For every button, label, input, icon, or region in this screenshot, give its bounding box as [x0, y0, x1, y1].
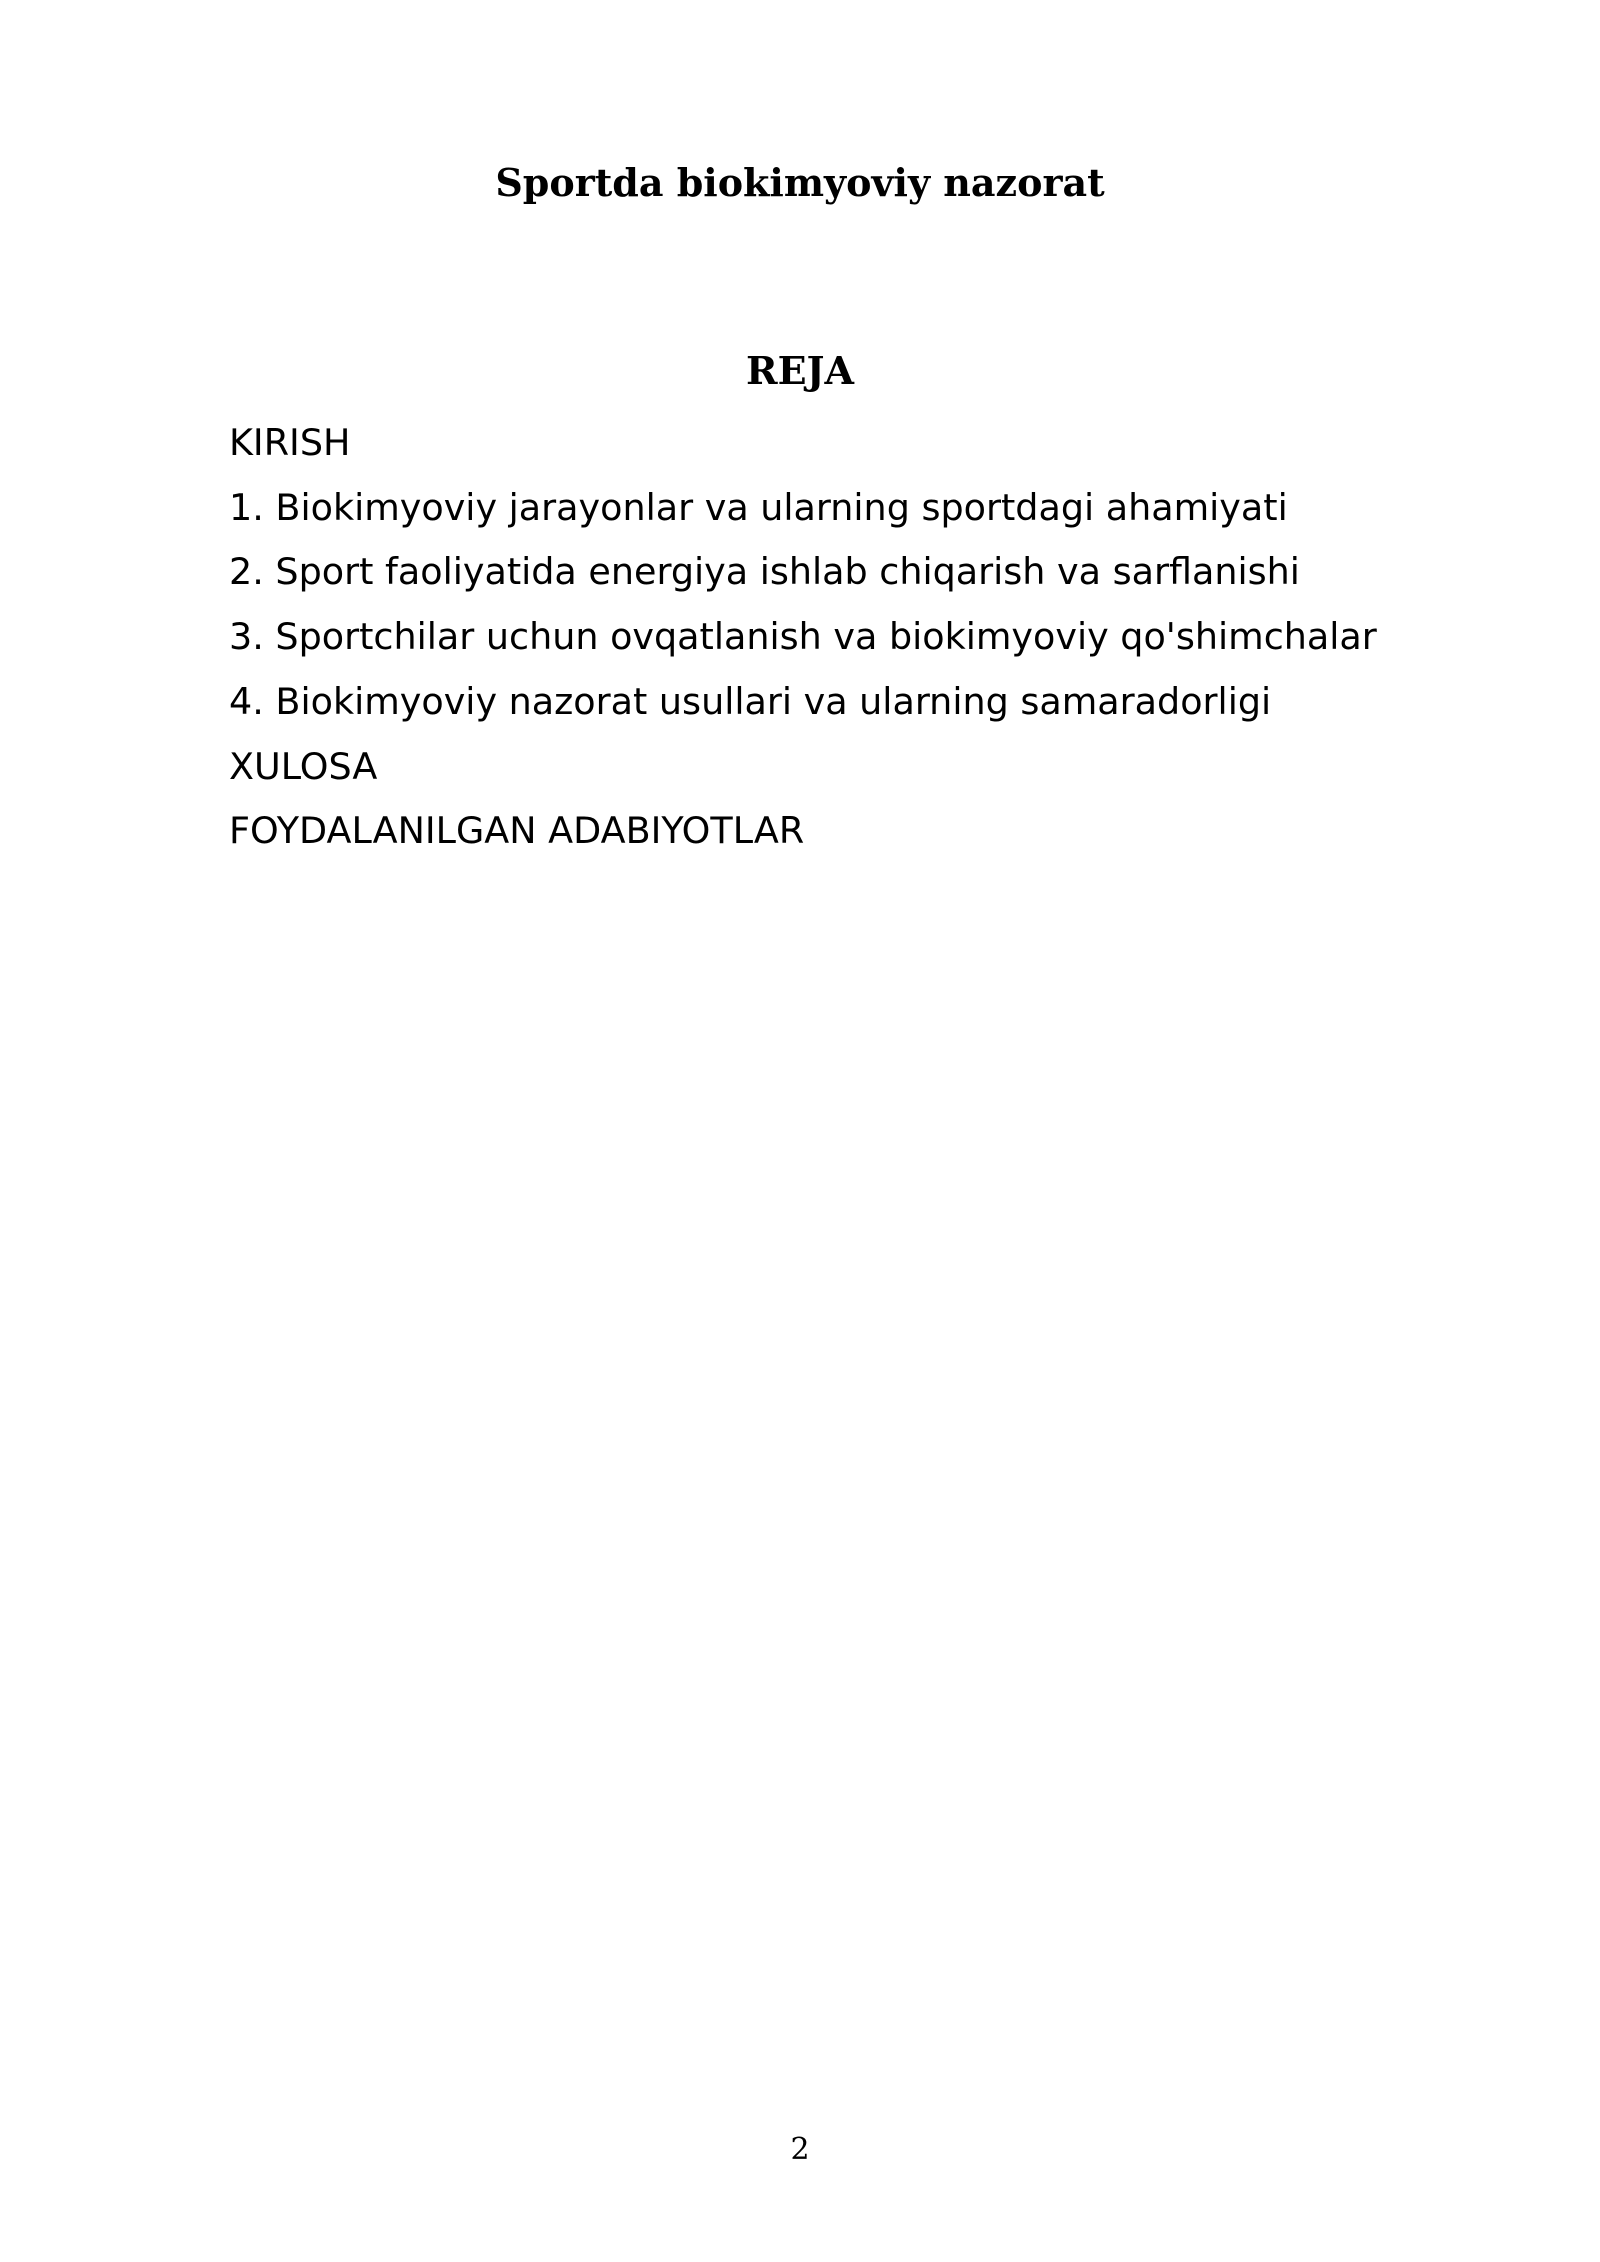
- plan-item-1: 1. Biokimyoviy jarayonlar va ularning sportdagi ahamiyati: [229, 485, 1288, 529]
- plan-heading: REJA: [745, 348, 854, 393]
- plan-item-4: 4. Biokimyoviy nazorat usullari va ularning samaradorligi: [229, 679, 1272, 723]
- plan-list: [229, 411, 1377, 864]
- plan-item-2: 2. Sport faoliyatida energiya ishlab chiqarish va sarflanishi: [229, 550, 1300, 594]
- document-title: Sportda biokimyoviy nazorat: [495, 160, 1105, 205]
- plan-item-3: 3. Sportchilar uchun ovqatlanish va biokimyoviy qo'shimchalar: [229, 615, 1377, 659]
- plan-item-references: FOYDALANILGAN ADABIYOTLAR: [229, 809, 805, 853]
- plan-item-introduction: KIRISH: [229, 421, 351, 464]
- page-number: 2: [790, 2132, 810, 2167]
- plan-item-conclusion: XULOSA: [229, 744, 378, 788]
